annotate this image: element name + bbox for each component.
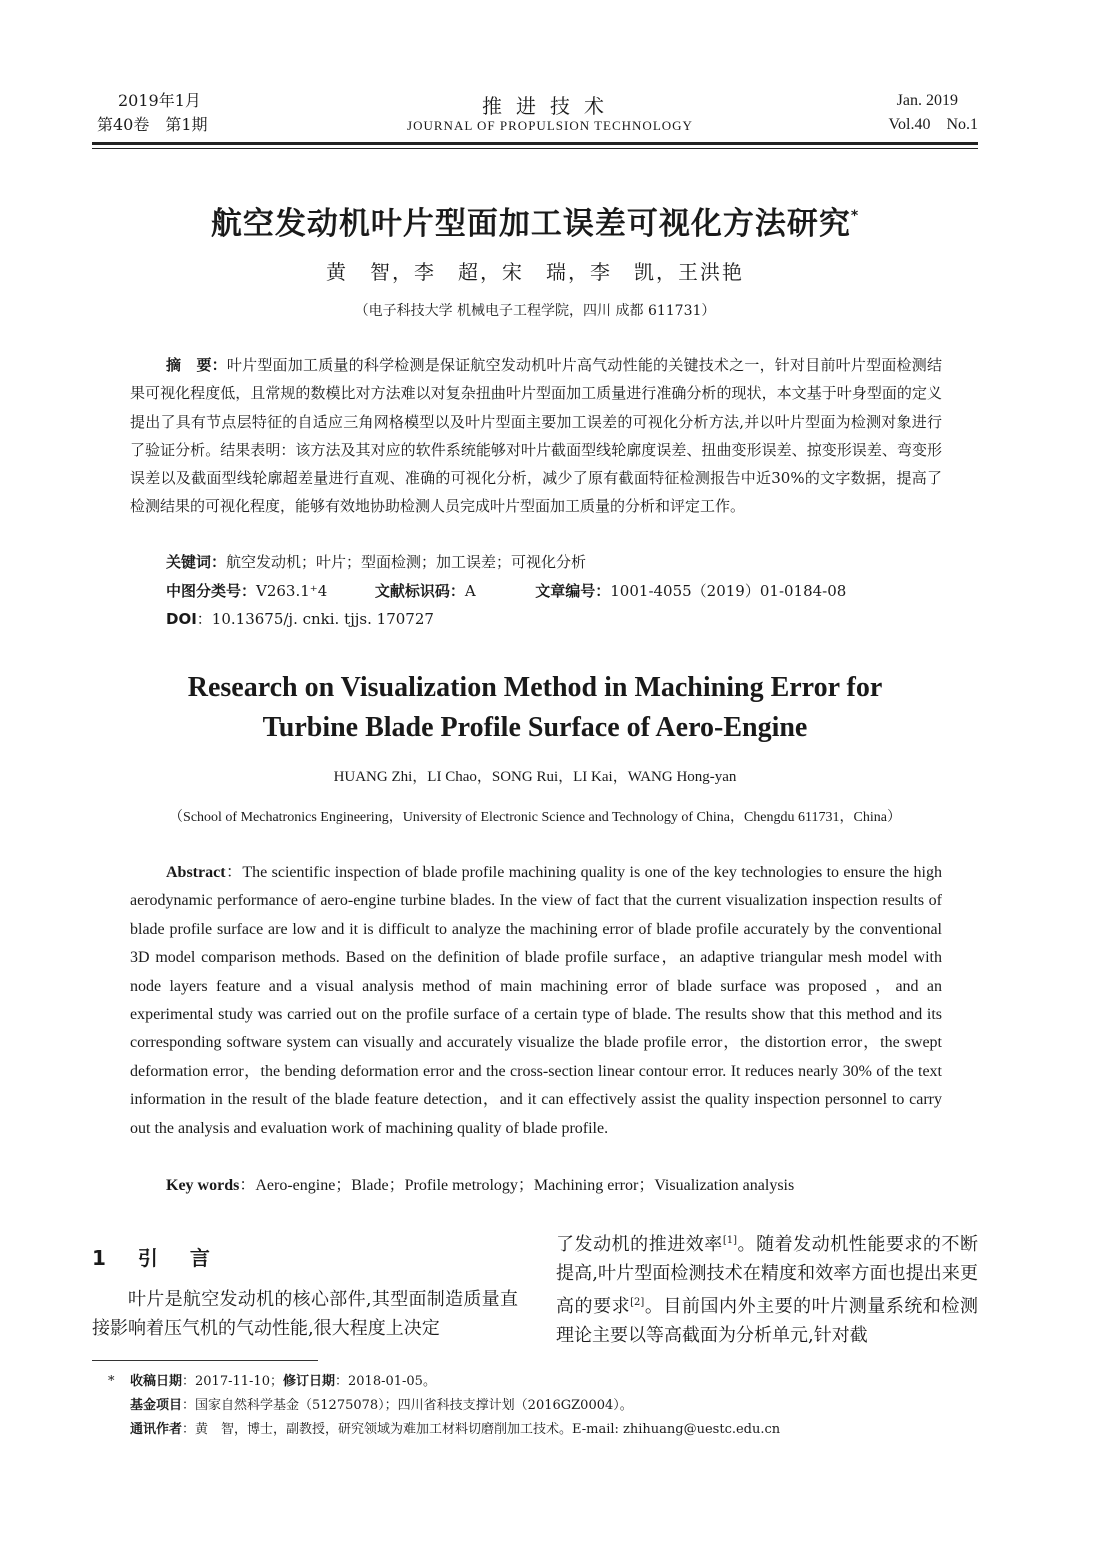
abstract-cn-text: 叶片型面加工质量的科学检测是保证航空发动机叶片高气动性能的关键技术之一，针对目前叶片型面检测结果可视化程度低，且常规的数模比对方法难以对复杂扭曲叶片型面加工质量进行准确分析的现状，本文基于叶身型面的定义提出了具有节点层特征的自适应三角网格模型以及叶片型面主要加工误差的可视化分析方法,并以叶片型面为检测对象进行了验证分析。结果表明：该方法及其对应的软件系统能够对叶片截面型线轮廓度误差、扭曲变形误差、掠变形误差、弯变形误差以及截面型线轮廓超差量进行直观、准确的可视化分析，减少了原有截面特征检测报告中近30%的文字数据，提高了检测结果的可视化程度，能够有效地协助检测人员完成叶片型面加工质量的分析和评定工作。 xyxy=(130,356,942,516)
abstract-en-text: ：The scientific inspection of blade profile machining quality is one of the key technologies to ensure the high aerodynamic performance of aero-engine turbine blades. In the view of fact that the current visualization inspection results of blade profile surface are low and it is difficult to analyze the machining error of blade profile accurately by the conventional 3D model comparison methods. Based on the definition of blade profile surface，an adaptive triangular mesh model with node layers feature and a visual analysis method of main machining error of blade surface was proposed ，and an experimental study was carried out on the profile surface of a certain type of blade. The results show that this method and its corresponding software system can visually and accurately visualize the blade profile error，the distortion error，the swept deformation error，the bending deformation error and the cross-section linear contour error. It reduces nearly 30% of the text information in the result of the blade feature detection，and it can effectively assist the quality inspection personnel to carry out the analysis and evaluation work of machining quality of blade profile. xyxy=(130,864,942,1137)
doc-code-label: 文献标识码： xyxy=(374,582,465,600)
section-heading-introduction: 1 引 言 xyxy=(92,1246,216,1270)
intro-right-text-3: 。目前国内外主要的叶片测量系统和检测理论主要以等高截面为分析单元,针对截 xyxy=(556,1296,979,1346)
journal-name-cn: 推进技术 xyxy=(482,94,618,118)
intro-right-text-2: 。随着发动机性能要求的不断提高,叶片型面检测技术在精度和效率方面也提出来更高的要求 xyxy=(556,1234,979,1317)
header-date-en: Jan. 2019 xyxy=(896,92,958,109)
fund-value: ：国家自然科学基金（51275078）；四川省科技支撑计划（2016GZ0004）。 xyxy=(182,1398,633,1413)
clc-value: V263.1⁺4 xyxy=(256,582,328,600)
title-en-line2: Turbine Blade Profile Surface of Aero-Engine xyxy=(262,712,808,743)
corresponding-author-label: 通讯作者 xyxy=(130,1422,183,1437)
title-en-line1: Research on Visualization Method in Machining Error for xyxy=(187,672,883,703)
keywords-en-label: Key words xyxy=(166,1177,240,1194)
doi-value: ：10.13675/j. cnki. tjjs. 170727 xyxy=(196,610,434,628)
abstract-en xyxy=(130,859,942,1143)
paper-title-cn xyxy=(92,198,978,243)
footnote-dates xyxy=(108,1370,780,1394)
abstract-cn xyxy=(130,351,942,521)
footnote-author xyxy=(108,1418,780,1442)
header-rule-thick xyxy=(92,142,978,145)
revised-label: 修订日期 xyxy=(282,1374,335,1389)
fund-label: 基金项目 xyxy=(130,1398,183,1413)
abstract-en-label: Abstract xyxy=(166,864,226,881)
footnote-fund xyxy=(108,1394,780,1418)
intro-right-column xyxy=(556,1226,978,1350)
keywords-en-text: ：Aero-engine；Blade；Profile metrology；Machining error；Visualization analysis xyxy=(239,1177,795,1194)
keywords-cn-text: 航空发动机；叶片；型面检测；加工误差；可视化分析 xyxy=(226,553,587,571)
received-label: 收稿日期 xyxy=(130,1374,183,1389)
intro-left-column: 叶片是航空发动机的核心部件,其型面制造质量直接影响着压气机的气动性能,很大程度上决定 xyxy=(92,1289,518,1339)
revised-value: ：2018-01-05。 xyxy=(335,1374,436,1389)
article-no-label: 文章编号： xyxy=(535,582,611,600)
doi-label: DOI xyxy=(166,610,197,628)
abstract-cn-label: 摘 要： xyxy=(166,356,227,374)
footnote-rule xyxy=(92,1360,318,1361)
article-no-value: 1001-4055（2019）01-0184-08 xyxy=(610,582,847,600)
citation-2: [2] xyxy=(630,1297,645,1308)
title-footnote-mark: * xyxy=(850,208,860,224)
affiliation-cn: （电子科技大学 机械电子工程学院，四川 成都 611731） xyxy=(354,303,716,319)
received-value: ：2017-11-10； xyxy=(182,1374,283,1389)
classification-line xyxy=(166,580,846,601)
affiliation-en: （School of Mechatronics Engineering，University of Electronic Science and Technology of China，Chengdu 611731，China） xyxy=(169,810,901,825)
title-cn-text: 航空发动机叶片型面加工误差可视化方法研究 xyxy=(210,206,851,242)
footnote-star: * xyxy=(108,1374,115,1389)
citation-1: [1] xyxy=(722,1235,738,1246)
header-volume-en: Vol.40 No.1 xyxy=(888,116,978,133)
header-volume-cn: 第40卷 第1期 xyxy=(97,115,208,134)
keywords-en xyxy=(166,1172,794,1195)
paper-title-en xyxy=(92,668,978,748)
authors-en: HUANG Zhi，LI Chao，SONG Rui，LI Kai，WANG Hong-yan xyxy=(333,769,737,785)
keywords-cn xyxy=(166,551,586,572)
keywords-cn-label: 关键词： xyxy=(166,553,227,571)
header-rule-thin xyxy=(92,148,978,149)
corresponding-author-value: ：黄 智，博士，副教授，研究领域为难加工材料切磨削加工技术。E-mail: zhihuang@uestc.edu.cn xyxy=(182,1422,781,1437)
doc-code-value: A xyxy=(464,582,476,600)
clc-label: 中图分类号： xyxy=(166,582,257,600)
authors-cn: 黄 智，李 超，宋 瑞，李 凯，王洪艳 xyxy=(326,260,744,284)
header-date-cn: 2019年1月 xyxy=(118,91,201,110)
journal-name-en: JOURNAL OF PROPULSION TECHNOLOGY xyxy=(407,118,693,133)
doi-line xyxy=(166,608,434,629)
footnotes xyxy=(108,1370,780,1442)
intro-right-text-1: 了发动机的推进效率 xyxy=(556,1234,723,1255)
